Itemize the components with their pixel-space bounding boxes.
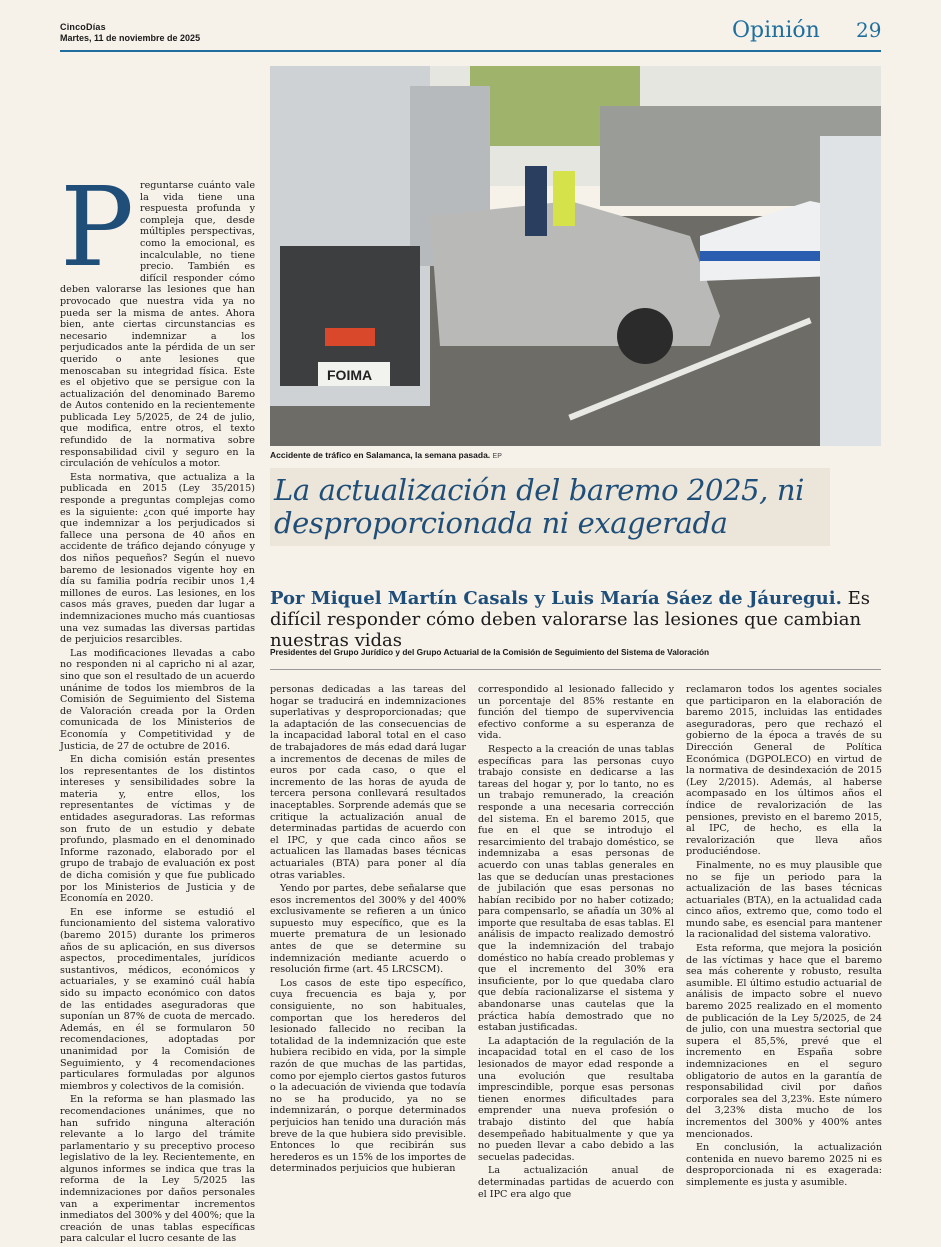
officer-vest [553, 171, 575, 226]
accident-scene-illustration [270, 66, 881, 446]
paragraph: reclamaron todos los agentes sociales que participaron en la elaboración de baremo 2015, incluidas las entidades aseguradoras, pero que rechazó el gobierno de la época a través de su Dirección General de Política Económica (DGPOLECO) en virtud de la normativa de desindexación de 2015 (Ley 2/2015). Además, al haberse acompasado en los últimos años el índice de revalorización de las pensiones, previsto en el baremo 2015, al IPC, de hecho, es ella la revalorización que lleva años produciéndose. [686, 684, 882, 858]
paragraph: Respecto a la creación de unas tablas específicas para las personas cuyo trabajo consiste en dedicarse a las tareas del hogar y, por lo tanto, no es un trabajo remunerado, la creación responde a una necesaria corrección del sistema. En el baremo 2015, que fue en el que se introdujo el resarcimiento del trabajo doméstico, se indemnizaba a esas personas de acuerdo con unas tablas generales en las que se deducían unas prestaciones de jubilación que esas personas no habían recibido por no haber cotizado; para compensarlo, se añadía un 30% al importe que resultaba de esas tablas. El análisis de impacto realizado demostró que la indemnización del trabajo doméstico no había creado problemas y que el incremento del 30% era insuficiente, por lo que quedaba claro que debía racionalizarse el sistema y abandonarse unas cautelas que la práctica había demostrado que no estaban justificadas. [478, 743, 674, 1034]
truck-plate-text: FOIMA [327, 367, 373, 383]
paragraph: Esta normativa, que actualiza a la publicada en 2015 (Ley 35/2015) responde a preguntas complejas como es la siguiente: ¿con qué importe hay que indemnizar a los perjudicados si fallece una persona de 40 años en accidente de tráfico dejando cónyuge y dos niños pequeños? Según el nuevo baremo de lesionados vigente hoy en día su familia podría recibir unos 1,4 millones de euros. Las lesiones, en los casos más graves, pueden dar lugar a indemnizaciones mucho más cuantiosas una vez sumadas las diversas partidas de perjuicios resarcibles. [60, 471, 255, 646]
page-number: 29 [856, 18, 882, 42]
paragraph: personas dedicadas a las tareas del hogar se traducirá en indemnizaciones superlativas y desproporcionadas; que la adaptación de las consecuencias de la incapacidad laboral total en el caso de trabajadores de más edad dará lugar a incrementos de decenas de miles de euros por cada caso, o que el incremento de las horas de ayuda de tercera persona conllevará resultados inaceptables. Sorprende además que se critique la actualización anual de determinadas partidas de acuerdo con el IPC, y que cada cinco años se actualicen las llamadas bases técnicas actuariales (BTA) para poner al día otras variables. [270, 684, 466, 881]
paragraph: Finalmente, no es muy plausible que no se fije un periodo para la actualización de las bases técnicas actuariales (BTA), en la actualidad cada cinco años, extremo que, como todo el mundo sabe, es esencial para mantener la racionalidad del sistema valorativo. [686, 859, 882, 941]
paragraph: Esta reforma, que mejora la posición de las víctimas y hace que el baremo sea más coherente y robusto, resulta asumible. El último estudio actuarial de análisis de impacto sobre el nuevo baremo 2025 realizado en el momento de publicación de la Ley 5/2025, de 24 de julio, con una muestra sectorial que supera el 85,5%, prevé que el incremento en España sobre indemnizaciones en el seguro obligatorio de autos en la garantía de responsabilidad civil por daños corporales sea del 3,23%. Este número del 3,23% dista mucho de los incrementos del 300% y 400% antes mencionados. [686, 943, 882, 1140]
car-wheel [617, 308, 673, 364]
masthead-name: CincoDías [60, 22, 106, 32]
police-car-stripe [700, 251, 835, 261]
paragraph: La actualización anual de determinadas partidas de acuerdo con el IPC era algo que [478, 1165, 674, 1200]
author-roles: Presidentes del Grupo Jurídico y del Grupo Actuarial de la Comisión de Seguimiento del Sistema de Valoración [270, 647, 710, 657]
masthead-date: Martes, 11 de noviembre de 2025 [60, 33, 201, 43]
paragraph: Las modificaciones llevadas a cabo no responden ni al capricho ni al azar, sino que son el resultado de un acuerdo unánime de todos los miembros de la Comisión de Seguimiento del Sistema de Valoración creada por la Orden comunicada de los Ministerios de Economía y Competitividad y de Justicia, de 27 de octubre de 2016. [60, 647, 255, 752]
police-car [700, 201, 835, 281]
body-column-2 [270, 684, 466, 1177]
caption-agency: EP [492, 453, 502, 460]
body-column-3 [478, 684, 674, 1202]
byline [270, 588, 881, 651]
truck-light [325, 328, 375, 346]
paragraph: correspondido al lesionado fallecido y un porcentaje del 85% restante en función del tiempo de supervivencia efectivo conforme a su esperanza de vida. [478, 684, 674, 742]
section-label: Opinión [732, 18, 820, 43]
article-photo [270, 66, 881, 446]
paragraph: En la reforma se han plasmado las recomendaciones unánimes, que no han sufrido ninguna alteración relevante a lo largo del trámite parlamentario y su preceptivo proceso legislativo de la ley. Recientemente, en algunos informes se indica que tras la reforma de la Ley 5/2025 las indemnizaciones por daños personales van a experimentar incrementos inmediatos del 300% y del 400%; que la creación de unas tablas específicas para calcular el lucro cesante de las [60, 1094, 255, 1245]
paragraph: En conclusión, la actualización contenida en nuevo baremo 2025 ni es desproporcionada ni es exagerada: simplemente es justa y asumible. [686, 1142, 882, 1188]
paragraph: reguntarse cuánto vale la vida tiene una respuesta profunda y compleja que, desde múltiples perspectivas, como la emocional, es incalculable, no tiene precio. También es difícil responder cómo deben valorarse las lesiones que han provocado que nuestra vida ya no pueda ser la misma de antes. Ahora bien, ante ciertas circunstancias es necesario indemnizar a los perjudicados ante la pérdida de un ser querido o ante lesiones que menoscaban su integridad física. Este es el objetivo que se persigue con la actualización del denominado Baremo de Autos contenido en la recientemente publicada Ley 5/2025, de 24 de julio, que modifica, entre otros, el texto refundido de la normativa sobre responsabilidad civil y seguro en la circulación de vehículos a motor. [60, 180, 255, 470]
dropcap: P [60, 163, 135, 291]
paragraph: Yendo por partes, debe señalarse que esos incrementos del 300% y del 400% exclusivamente se refieren a un único supuesto muy específico, que es la muerte prematura de un lesionado antes de que se determine su indemnización mediante acuerdo o resolución firme (art. 45 LRCSCM). [270, 883, 466, 976]
body-column-1 [60, 163, 255, 1247]
body-column-4 [686, 684, 882, 1191]
header-rule [60, 50, 881, 52]
police-officer [525, 166, 547, 236]
paragraph: En dicha comisión están presentes los representantes de los distintos intereses y sensibilidades sobre la materia y, entre ellos, los representantes de víctimas y de entidades aseguradoras. Las reformas son fruto de un estudio y debate profundo, plasmado en el denominado Informe razonado, elaborado por el grupo de trabajo de evaluación ex post de dicha comisión y que fue publicado por los Ministerios de Justicia y de Economía en 2020. [60, 754, 255, 905]
byline-dek: Es difícil responder cómo deben valorarse las lesiones que cambian nuestras vidas [270, 588, 870, 651]
caption-text: Accidente de tráfico en Salamanca, la semana pasada. [270, 450, 491, 460]
byline-rule [270, 669, 881, 670]
byline-authors: Por Miquel Martín Casals y Luis María Sáez de Jáuregui. [270, 588, 842, 609]
paragraph: La adaptación de la regulación de la incapacidad total en el caso de los lesionados de mayor edad responde a una evolución que resultaba imprescindible, porque esas personas tienen enormes dificultades para emprender una nueva profesión o trabajo distinto del que había desempeñado habitualmente y que ya no pueden llevar a cabo debido a las secuelas padecidas. [478, 1035, 674, 1163]
dropcap-box [60, 163, 135, 291]
paragraph: En ese informe se estudió el funcionamiento del sistema valorativo (baremo 2015) durante los primeros años de su aplicación, en sus diversos aspectos, procedimentales, jurídicos sustantivos, médicos, económicos y actuariales, y se examinó cuál había sido su impacto económico con datos de las entidades aseguradoras que suponían un 87% de cuota de mercado. Además, en él se formularon 50 recomendaciones, adoptadas por unanimidad por la Comisión de Seguimiento, y 4 recomendaciones particulares formuladas por algunos miembros y colectivos de la comisión. [60, 906, 255, 1092]
white-van [820, 136, 881, 446]
photo-caption [270, 450, 881, 460]
headline: La actualización del baremo 2025, ni desproporcionada ni exagerada [270, 468, 830, 546]
paragraph: Los casos de este tipo específico, cuya frecuencia es baja y, por consiguiente, no son habituales, comportan que los herederos del lesionado fallecido no reciban la totalidad de la indemnización que este hubiera recibido en vida, por la simple razón de que muchas de las partidas, como por ejemplo ciertos gastos futuros o la adecuación de vivienda que todavía no se ha producido, ya no se indemnizarán, o porque determinados perjuicios han tenido una duración más breve de la que hubiera sido previsible. Entonces lo que recibirán sus herederos es un 15% de los importes de determinados perjuicios que hubieran [270, 977, 466, 1175]
